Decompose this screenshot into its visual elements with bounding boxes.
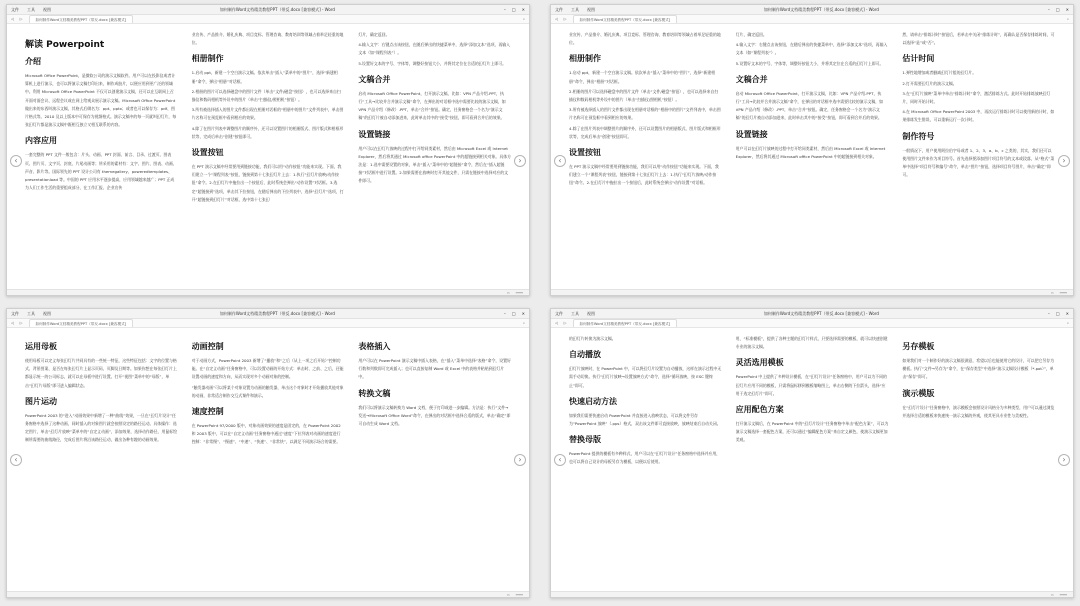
paragraph: PowerPoint 提供的模板有多种样式，用户可以在“幻灯片设计”任务窗格中选择并应用，也可以将自己设计的母板另存为模板，以便以后使用。 — [569, 451, 721, 465]
paragraph: 对于动画方式，PowerPoint 2003 新增了“播放”和“之后（从上一项之后开始）”控制功能。在“自定义动画”任务窗格中，可以设置动画的开始方式：单击时、之前、之后，还能设置动画的速度和方向，从而实现对多个动画对象的控制。 — [191, 358, 344, 380]
paragraph: 我们可以将演示文稿转换为 Word 文档，便于打印或进一步编辑。方法是：执行“文件→发送→Microsoft Office Word”命令，在弹出的对话框中选择合适的版式，单击“确定”即可自动生成 Word 文档。 — [358, 404, 511, 427]
next-page-icon[interactable]: › — [514, 155, 526, 167]
view-icon[interactable]: ▭ — [1050, 290, 1054, 295]
app-menu-tools[interactable]: 工具 — [571, 6, 579, 12]
app-menu-view[interactable]: 视图 — [587, 310, 595, 316]
tab-bar — [551, 319, 1073, 328]
paragraph: 1.启动 ppt，新建一个空白演示文稿。依次单击“插入”菜单中的“图片”，选择“新建相册”命令，弹出“相册”对话框。 — [569, 70, 715, 84]
section-heading: 转换文稿 — [358, 388, 391, 398]
paragraph: 幻灯片放映时，在 PowerPoint 中，可以将幻灯片设置为自动播放，这样在演示过程中无需手动切换。执行“幻灯片放映→设置放映方式”命令，选择“循环放映，按 ESC 键终止”即可。 — [569, 366, 722, 388]
close-icon[interactable]: ✕ — [1065, 7, 1069, 12]
paragraph: 1.启动 ppt，新建一个空白演示文稿。依次单击“插入”菜单中的“图片”，选择“新建相册”命令，弹出“相册”对话框。 — [191, 70, 338, 84]
title-bar — [7, 309, 529, 319]
text-column — [902, 335, 1055, 591]
app-menu-view[interactable]: 视图 — [43, 310, 51, 316]
section-heading: 设置按钮 — [191, 148, 224, 158]
section-heading: 相册制作 — [191, 54, 224, 64]
next-page-icon[interactable]: › — [1058, 155, 1070, 167]
zoom-slider[interactable]: ━━━━ — [515, 592, 523, 597]
nav-forward-icon[interactable]: ▷ — [19, 321, 23, 325]
document-page[interactable] — [7, 329, 529, 591]
app-menu-view[interactable]: 视图 — [587, 6, 595, 12]
section-heading: 应用配色方案 — [735, 405, 784, 415]
section-heading: 设置链接 — [358, 129, 391, 139]
paragraph: 如果我们需要快速启动 PowerPoint 并直接进入放映状态，可以将文件另存为“PowerPoint 放映”（.pps）格式，双击该文件即可直接放映，放映结束后自动关闭。 — [569, 412, 721, 427]
nav-back-icon[interactable]: ◁ — [555, 17, 558, 21]
minimize-icon[interactable]: – — [503, 7, 506, 12]
section-heading: 制作符号 — [902, 131, 935, 141]
title-bar — [7, 5, 529, 15]
nav-forward-icon[interactable]: ▷ — [563, 321, 567, 325]
paragraph: 灯片，确定返回。 — [358, 32, 390, 37]
nav-back-icon[interactable]: ◁ — [11, 17, 14, 21]
section-heading: 解读 Powerpoint — [25, 40, 105, 50]
paragraph: 用户可以在 PowerPoint 演示文稿中插入表格，在“插入”菜单中选择“表格”命令，设置好行数和列数即可完成插入；也可以直接复制 Word 或 Excel 中的表格并粘贴到幻灯片中。 — [358, 358, 511, 380]
search-icon[interactable]: ⌕ — [522, 321, 525, 325]
word-window-1 — [6, 4, 530, 296]
next-page-icon[interactable]: › — [1058, 454, 1070, 466]
paragraph: 打开演示文稿后，在 PowerPoint 中的“幻灯片设计”任务窗格中单击“配色方案”，可以为演示文稿选择一套配色方案，还可以通过“编辑配色方案”来自定义颜色，使演示文稿更加美观。 — [735, 421, 889, 443]
text-column — [25, 335, 178, 591]
document-title: 如何制作Word文档精美教程PPT（带反.docx [兼容模式] - Word — [219, 6, 335, 12]
section-heading: 速度控制 — [191, 407, 224, 417]
view-icon[interactable]: ▭ — [1050, 592, 1054, 597]
paragraph: PowerPoint 中上提供了多种设计模板，在“幻灯片设计”任务窗格中，用户可以为不同的幻灯片应用不同的模板，只需将鼠标移到模板缩略图上，单击右侧的下拉箭头，选择“应用于选定幻灯片”即可。 — [735, 374, 887, 396]
document-tab[interactable]: 如何制作Word文档精美教程PPT（带反.docx [兼容模式] — [573, 319, 678, 327]
minimize-icon[interactable]: – — [1047, 311, 1050, 316]
app-menu-file[interactable]: 文件 — [11, 310, 19, 316]
section-heading: 替换母版 — [569, 435, 601, 445]
maximize-icon[interactable]: □ — [511, 7, 516, 12]
maximize-icon[interactable]: □ — [1055, 311, 1060, 316]
paragraph: 在 PPT 演示文稿中经常要用到链接功能，我们可以用“动作按钮”功能来实现。下面，我们建立一个“课程列表”按钮，链接到第十七张幻灯片上去：1.执行“幻灯片放映/动作按钮”命令。2.在幻灯片中拖拉出一个按钮后，此时系统会弹出“动作设置”对话框。 — [569, 164, 719, 186]
status-bar — [551, 591, 1073, 597]
section-heading: 另存模板 — [902, 342, 935, 351]
document-page[interactable] — [551, 25, 1073, 289]
paragraph: Microsoft Office PowerPoint，是微软公司的演示文稿软件。用户可以在投影仪或者计算机上进行演示，也可以将演示文稿打印出来，制作成胶片，以便应用到更广泛的领域中。利用 Microsoft Office PowerPoint 不仅可以创建演示文稿，还可以在互联网上召开面对面会议、远程会议或在网上给观众展示演示文稿。Microsoft Office PowerPoint做出来的东西叫演示文稿，其格式后缀名为：ppt、pptx；或者也可以保存为：pdf、图片格式等。2010 及以上版本中可保存为视频格式。演示文稿中的每一页就叫幻灯片，每张幻灯片都是演示文稿中既相互独立又相互联系的内容。 — [25, 73, 177, 128]
section-heading: 演示模版 — [902, 388, 935, 398]
next-page-icon[interactable]: › — [514, 454, 526, 466]
app-menu-file[interactable]: 文件 — [11, 6, 19, 12]
minimize-icon[interactable]: – — [503, 311, 506, 316]
paragraph: 业宣传、产品推介、婚礼庆典、项目竞标、管理咨询、教育培训等领域占着举足轻重的地位。 — [569, 32, 721, 46]
status-bar — [7, 591, 529, 597]
prev-page-icon[interactable]: ‹ — [10, 454, 22, 466]
document-page[interactable] — [551, 329, 1073, 591]
text-column — [569, 31, 722, 289]
nav-forward-icon[interactable]: ▷ — [563, 17, 567, 21]
tab-bar — [7, 15, 529, 24]
text-column — [192, 31, 345, 289]
prev-page-icon[interactable]: ‹ — [10, 155, 22, 167]
paragraph: 2.打开需要幻灯片的演示文稿。 — [902, 80, 957, 86]
paragraph: 用户可以在幻灯片放映的过程中打开给同类素材，然后由 Microsoft Excel 或 Internet Explorer，然后将其通过 Microsoft office PowerPoint 中的超链接到相关对象。 — [735, 145, 886, 159]
paragraph: 一般情况下，用户使用阿拉伯字母或者 1、2、3、a、b、c 之类的，其实，我们还可以使用图片文件来作为项目符号。首先选择要添加图片项目符号的文本或段落，从“格式”菜单中选择“项目符号和编号”命令，单击“图片”按钮，选择项目符号图片，单击“确定”即可。 — [902, 147, 1055, 178]
paragraph: 用户可以在幻灯片放映的过程中打开给同类素材，然后由 Microsoft Excel 或 Internet Explorer，然后将其通过 Microsoft office PowerPoint 中的超链接到相关对象。具体方法是：1.选中需要设置的对象，单击“插入”菜单中的“超链接”命令，然后在“插入超链接”对话框中进行设置。2.如果需要在放映时打开其他文件，只需在链接中选择对应的文件即可。 — [358, 145, 511, 184]
paragraph: 5.设置好文本的字号、字体等，调整好按钮大小，并将其定位在合适的幻灯片上即可。 — [735, 60, 884, 66]
paragraph: 启动 Microsoft Office PowerPoint，打开演示文稿，比如：VPN 产品介绍.PPT，执行“工具→比较并合并演示文稿”命令，在弹出的对话框中选中需要比较的演示文稿，如 VPN 产品介绍（修改）.PPT，单击“合并”按钮。确定，任务窗格会一个名为“演示文稿”的幻灯片被自动添加进来，此时单击其中的“接受”按钮，即可看到合并后的效果。 — [358, 90, 506, 121]
paragraph: 在“幻灯片设计”任务窗格中，演示模板会按照设计风格分为多种类型，用户可以通过浏览并选择合适的模板来快速统一演示文稿的外观，使其更具专业性与美观性。 — [902, 404, 1055, 418]
paragraph: 业宣传、产品推介、婚礼庆典、项目竞标、管理咨询、教育培训等领域占着举足轻重的地位。 — [191, 32, 344, 46]
paragraph: 2.相册的图片可以选择磁盘中的图片文件（单击“文件/磁盘”按钮），也可以选择来自扫描仪和数码相机等外设中的图片（单击“扫描仪/照相机”按钮）。 — [569, 88, 719, 103]
maximize-icon[interactable]: □ — [511, 311, 516, 316]
nav-back-icon[interactable]: ◁ — [11, 321, 14, 325]
maximize-icon[interactable]: □ — [1055, 7, 1060, 12]
paragraph: 灯片，确定返回。 — [735, 32, 767, 37]
search-icon[interactable]: ⌕ — [522, 17, 525, 21]
section-heading: 文稿合并 — [358, 74, 391, 84]
paragraph: 在 PPT 演示文稿中经常要用到链接功能，我们可以用“动作按钮”功能来实现。下面，我们建立一个“课程列表”按钮，链接到第十七张幻灯片上去：1.执行“幻灯片放映/动作按钮”命令。2.在幻灯片中拖拉出一个按钮后，此时系统会弹出“动作设置”对话框。3.选定“超链接到”选项，单击其下拉按钮，在随后弹出的下拉列表中，选择“幻灯片”选项，打开“超链接到幻灯片”对话框，选中第十七张幻 — [191, 164, 344, 202]
title-bar — [551, 5, 1073, 15]
document-title: 如何制作Word文档精美教程PPT（带反.docx [兼容模式] - Word — [763, 6, 879, 12]
section-heading: 运用母板 — [25, 342, 57, 351]
tab-bar — [551, 15, 1073, 24]
text-column — [358, 31, 511, 289]
text-column — [25, 31, 178, 289]
paragraph: 启动 Microsoft Office PowerPoint，打开演示文稿，比如：VPN 产品介绍.PPT，执行“工具→比较并合并演示文稿”命令，在弹出的对话框中选中需要比较的演示文稿，如 VPN 产品介绍（修改）.PPT，单击“合并”按钮。确定，任务窗格会一个名为“演示文稿”的幻灯片被自动添加进来，此时单击其中的“接受”按钮，即可看到合并后的效果。 — [735, 90, 884, 121]
paragraph: 5.设置好文本的字号、字体等，调整好按钮大小，并将其定位在合适的幻灯片上即可。 — [358, 60, 507, 66]
paragraph: 如果我们对一个制作好的演示文稿很满意，希望以后也能使用它的设计，可以把它另存为模板。执行“文件→另存为”命令，在“保存类型”中选择“演示文稿设计模板（*.pot）”，单击“保存”即可。 — [902, 358, 1055, 380]
minimize-icon[interactable]: – — [1047, 7, 1050, 12]
nav-forward-icon[interactable]: ▷ — [19, 17, 23, 21]
view-icon[interactable]: ▭ — [506, 290, 510, 295]
document-tab[interactable]: 如何制作Word文档精美教程PPT（带反.docx [兼容模式] — [29, 15, 134, 23]
nav-back-icon[interactable]: ◁ — [555, 321, 558, 325]
paragraph: “触发器动画”可以将某个对象设置为动画的触发器，单击这个对象时才开始播放其他对象的动画，非常适合制作交互式课件和演示。 — [191, 384, 344, 398]
section-heading: 灵活选用模板 — [735, 358, 784, 368]
section-heading: 估计时间 — [902, 54, 935, 64]
view-icon[interactable]: ▭ — [506, 592, 510, 597]
text-column — [358, 335, 511, 591]
app-menu-file[interactable]: 文件 — [555, 310, 563, 316]
text-column — [736, 31, 889, 289]
section-heading: 设置按钮 — [569, 148, 601, 158]
word-window-2 — [550, 4, 1074, 296]
status-bar — [551, 289, 1073, 295]
search-icon[interactable]: ⌕ — [1066, 321, 1069, 325]
section-heading: 图片运动 — [25, 396, 57, 406]
paragraph: 在 PowerPoint 97/2000 版中，对象动画效果的速度是固定的，在 PowerPoint 2002 和 2003 版中，可以在“自定义动画”任务窗格中通过“速度”下拉列表对动画的速度进行控制：“非常慢”、“慢速”、“中速”、“快速”、“非常快”，以满足不同演示场合的需要。 — [191, 423, 341, 445]
prev-page-icon[interactable]: ‹ — [554, 454, 566, 466]
paragraph: 3.所有被选择插入的图片文件都出现在相册对话框的“相册中的图片”文件列表中，单击图片名称可在预览框中看到相应的效果。 — [569, 107, 721, 121]
zoom-slider[interactable]: ━━━━ — [1059, 290, 1067, 295]
word-window-4 — [550, 308, 1074, 598]
app-menu-file[interactable]: 文件 — [555, 6, 563, 12]
section-heading: 自动播放 — [569, 350, 601, 360]
section-heading: 介绍 — [25, 57, 41, 66]
app-menu-view[interactable]: 视图 — [43, 6, 51, 12]
zoom-slider[interactable]: ━━━━ — [1059, 592, 1067, 597]
search-icon[interactable]: ⌕ — [1066, 17, 1069, 21]
paragraph: 4.在 Microsoft Office PowerPoint 2003 中，再次运行排练计时可以使用新的计时，如果排练发生错误，可以重新运行一次计时。 — [902, 109, 1055, 123]
paragraph: 一套完整的 PPT 文件一般包含：片头、动画、PPT 封面、前言、目录、过渡页、图表页、图片页、文字页、封底、片尾动画等；所采用的素材有：文字、图片、图表、动画、声音、影片等。国际领先的 PPT 设计公司有 themegallery、poweredtemplates、presentationload 等。中国的 PPT 应用水平逐步提高，应用领域越来越广；PPT 正成为人们工作生活的重要组成部分，在工作汇报、企业宣传 — [25, 152, 177, 191]
paragraph: 使用母板可以定义每张幻灯片共同具有的一些统一特征，这些特征包括：文字的位置与格式、背景图案、是否在每张幻灯片上显示页码、页脚及日期等。如果你想在每张幻灯片上都显示统一的公司标志，就可以在母板中进行设置。打开“视图”菜单中的“母版”，单击“幻灯片母版”即可进入编辑状态。 — [25, 358, 177, 388]
app-menu-tools[interactable]: 工具 — [571, 310, 579, 316]
close-icon[interactable]: ✕ — [521, 311, 525, 316]
word-window-3 — [6, 308, 530, 598]
document-title: 如何制作Word文档精美教程PPT（带反.docx [兼容模式] - Word — [219, 310, 335, 316]
section-heading: 设置链接 — [735, 129, 768, 139]
app-menu-tools[interactable]: 工具 — [27, 310, 35, 316]
document-title: 如何制作Word文档精美教程PPT（带反.docx [兼容模式] - Word — [763, 310, 879, 316]
section-heading: 表格插入 — [358, 342, 391, 351]
paragraph: 3.在“幻灯片放映”菜单中单击“排练计时”命令，激活排练方式。此时开始排练放映幻灯片，同时开始计时。 — [902, 90, 1051, 105]
text-column — [192, 335, 345, 591]
prev-page-icon[interactable]: ‹ — [554, 155, 566, 167]
close-icon[interactable]: ✕ — [521, 7, 525, 12]
paragraph: PowerPoint 2003 的“进入”动画效果中新增了一种“曲线”效果，一旦在“幻灯片设计”任务窗格中选择了这种动画，同时插入的对象图片就会按照设定的路径运动。具体操作：选定图片，单击“幻灯片放映”菜单中的“自定义动画”，添加效果，选择动作路径，用鼠标绘制所需要的曲线路径，完成后图片将沿该路径运动，做出各种有趣的动画效果。 — [25, 412, 178, 443]
text-column — [736, 335, 889, 591]
text-column — [902, 31, 1055, 289]
document-page[interactable] — [7, 25, 529, 289]
zoom-slider[interactable]: ━━━━ — [515, 290, 523, 295]
section-heading: 相册制作 — [569, 54, 601, 64]
paragraph: 3.所有被选择插入的图片文件都出现在相册对话框的“相册中的图片”文件列表中，单击图片名称可在预览框中看到相应的效果。 — [191, 107, 344, 121]
paragraph: 4.输入文字：右键点击该按钮，在随后弹出的快捷菜单中，选择“添加文本”选项，再输入文本（如“课程列表”）。 — [358, 42, 511, 56]
document-tab[interactable]: 如何制作Word文档精美教程PPT（带反.docx [兼容模式] — [573, 15, 678, 23]
section-heading: 快速启动方法 — [569, 396, 617, 406]
paragraph: 1.弹性地增加或者删减幻灯片组的幻灯片。 — [902, 70, 977, 76]
title-bar — [551, 309, 1073, 319]
document-tab[interactable]: 如何制作Word文档精美教程PPT（带反.docx [兼容模式] — [29, 319, 134, 327]
app-menu-tools[interactable]: 工具 — [27, 6, 35, 12]
section-heading: 文稿合并 — [735, 74, 768, 84]
text-column — [569, 335, 722, 591]
paragraph: 2.相册的图片可以选择磁盘中的图片文件（单击“文件/磁盘”按钮），也可以选择来自扫描仪和数码相机等外设中的图片（单击“扫描仪/照相机”按钮）。 — [191, 88, 341, 103]
tab-bar — [7, 319, 529, 328]
paragraph: 4.除了在图片列表中调整图片的顺序外，还可以设置图片的相册版式、图片版式和相框形状等，完成后单击“创建”按钮即可。 — [569, 125, 721, 139]
section-heading: 内容应用 — [25, 136, 57, 146]
paragraph: 然，请单击“排练计时”按钮后，若单击中关闭“排练计时”，再确认是否保存排练时间，可以选择“是”或“否”。 — [902, 32, 1055, 46]
section-heading: 动画控制 — [191, 342, 224, 351]
status-bar — [7, 289, 529, 295]
close-icon[interactable]: ✕ — [1065, 311, 1069, 316]
paragraph: 4.输入文字：右键点击该按钮，在随后弹出的快捷菜单中，选择“添加文本”选项，再输入文本（如“课程列表”）。 — [735, 42, 888, 56]
paragraph: 用，“标准模板”，提供了各种主题的幻灯片样式，只要选择需要的模板，就可以快速创建专业的演示文稿。 — [735, 336, 888, 350]
paragraph: 4.除了在图片列表中调整图片的顺序外，还可以设置图片的相册版式、图片版式和相框形状等，完成后单击“创建”按钮即可。 — [191, 125, 344, 139]
paragraph: 的幻灯片转换为演示文稿。 — [569, 336, 616, 341]
